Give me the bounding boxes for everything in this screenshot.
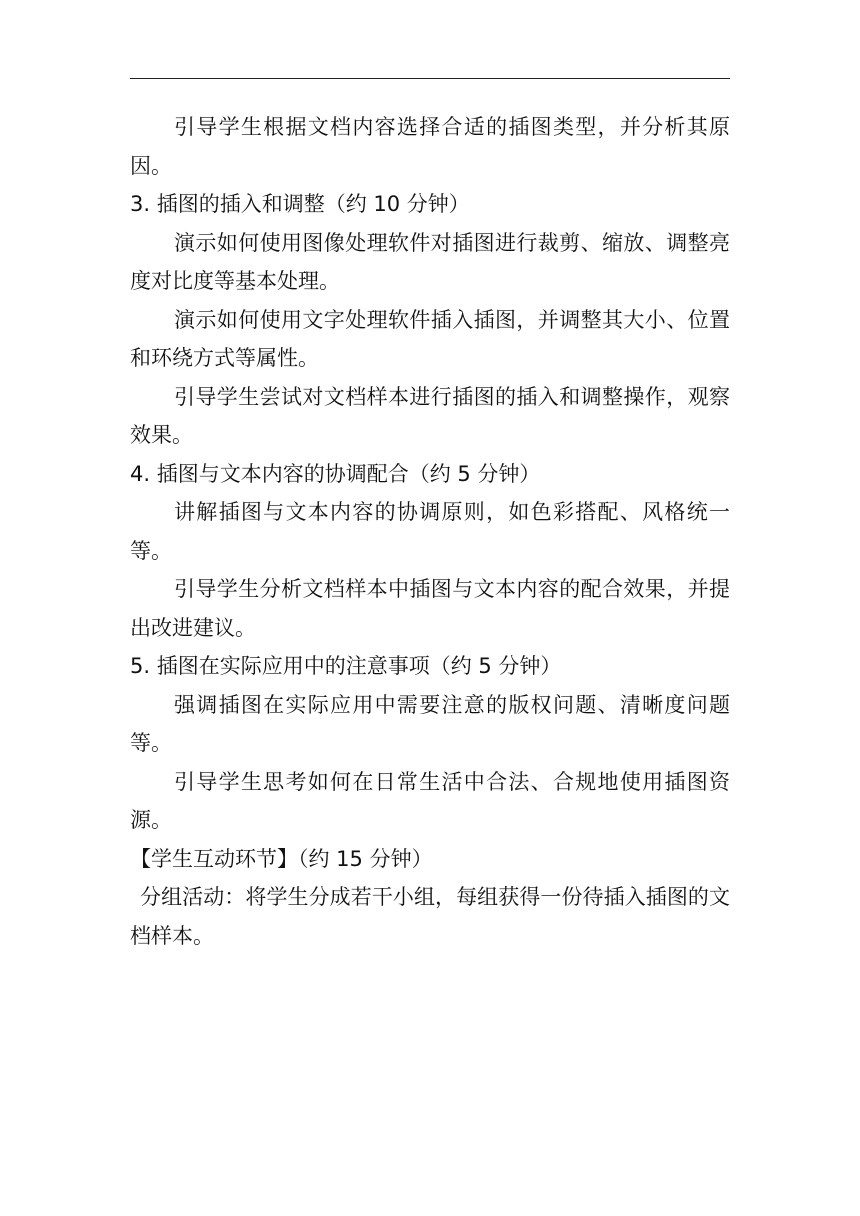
heading-student-interaction: 【学生互动环节】（约 15 分钟） <box>130 846 433 871</box>
paragraph-coordination-principles: 讲解插图与文本内容的协调原则，如色彩搭配、风格统一等。 <box>130 500 730 563</box>
document-body <box>130 108 730 955</box>
heading-insert-and-adjust: 3. 插图的插入和调整（约 10 分钟） <box>130 192 470 216</box>
paragraph-image-processing-demo: 演示如何使用图像处理软件对插图进行裁剪、缩放、调整亮度对比度等基本处理。 <box>130 230 730 293</box>
paragraph-copyright-clarity: 强调插图在实际应用中需要注意的版权问题、清晰度问题等。 <box>130 692 730 755</box>
paragraph-word-processor-demo: 演示如何使用文字处理软件插入插图，并调整其大小、位置和环绕方式等属性。 <box>130 307 730 370</box>
paragraph-select-illustration-type: 引导学生根据文档内容选择合适的插图类型，并分析其原因。 <box>130 115 730 178</box>
heading-practical-notes: 5. 插图在实际应用中的注意事项（约 5 分钟） <box>130 654 562 678</box>
paragraph-group-activity: 分组活动：将学生分成若干小组，每组获得一份待插入插图的文档样本。 <box>130 885 730 948</box>
paragraph-legal-use: 引导学生思考如何在日常生活中合法、合规地使用插图资源。 <box>130 769 730 832</box>
paragraph-analyze-effect: 引导学生分析文档样本中插图与文本内容的配合效果，并提出改进建议。 <box>130 577 730 640</box>
paragraph-student-practice: 引导学生尝试对文档样本进行插图的插入和调整操作，观察效果。 <box>130 384 730 447</box>
heading-coordination: 4. 插图与文本内容的协调配合（约 5 分钟） <box>130 461 541 486</box>
header-rule <box>130 78 730 79</box>
